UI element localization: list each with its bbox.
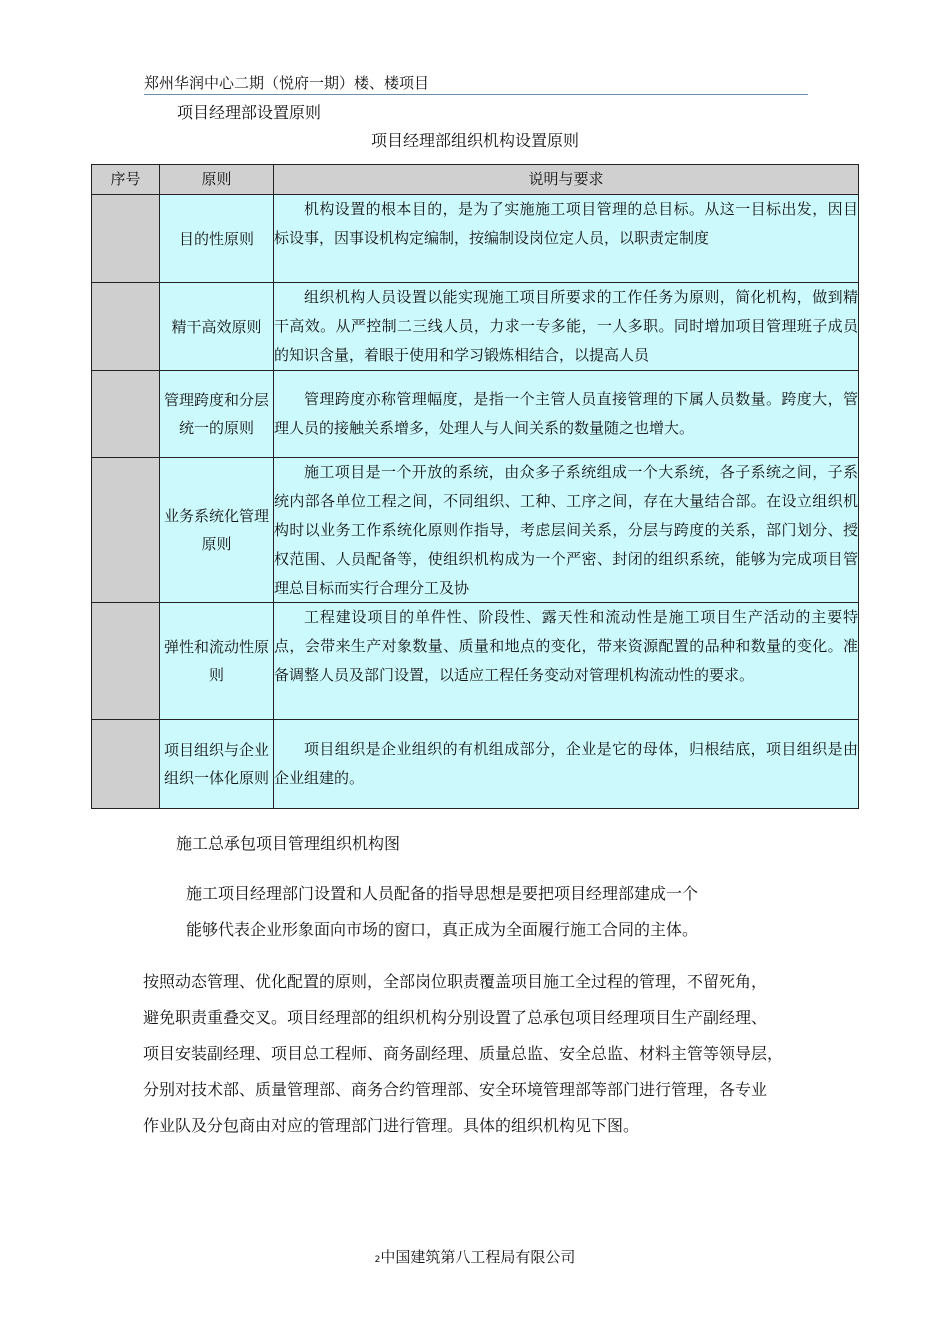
table-row [92,458,859,603]
row-desc-text: 项目组织是企业组织的有机组成部分，企业是它的母体，归根结底，项目组织是由企业组建的。 [274,740,858,787]
paragraph-line: 按照动态管理、优化配置的原则，全部岗位职责覆盖项目施工全过程的管理，不留死角， [143,972,768,991]
row-no [92,720,160,809]
row-desc [274,371,859,458]
row-principle: 项目组织与企业组织一体化原则 [160,720,274,809]
row-desc [274,283,859,371]
page-header [144,72,808,95]
row-principle: 管理跨度和分层统一的原则 [160,371,274,458]
row-no [92,283,160,371]
table-row [92,603,859,720]
row-desc [274,603,859,720]
row-no [92,458,160,603]
row-principle: 弹性和流动性原则 [160,603,274,720]
org-structure-paragraph [143,964,863,1144]
table-row [92,283,859,371]
table-header-row [92,165,859,195]
table-row [92,720,859,809]
row-principle: 业务系统化管理原则 [160,458,274,603]
header-no: 序号 [92,165,160,195]
row-principle: 精干高效原则 [160,283,274,371]
header-desc: 说明与要求 [274,165,859,195]
row-no [92,603,160,720]
table-caption: 项目经理部组织机构设置原则 [370,131,579,150]
row-principle: 目的性原则 [160,195,274,283]
row-no [92,371,160,458]
principles-table [91,164,859,809]
row-desc-text: 施工项目是一个开放的系统，由众多子系统组成一个大系统，各子系统之间，子系统内部各单位工程之间，不同组织、工种、工序之间，存在大量结合部。在设立组织机构时以业务工作系统化原则作指导，考虑层间关系，分层与跨度的关系，部门划分、授权范围、人员配备等，使组织机构成为一个严密、封闭的组织系统，能够为完成项目管理总目标而实行合理分工及协 [274,463,858,597]
row-desc [274,720,859,809]
paragraph-line: 能够代表企业形象面向市场的窗口，真正成为全面履行施工合同的主体。 [186,920,699,939]
header-project-title: 郑州华润中心二期（悦府一期）楼、楼项目 [144,74,430,92]
footer-company: 中国建筑第八工程局有限公司 [380,1248,576,1266]
paragraph-line: 避免职责重叠交叉。项目经理部的组织机构分别设置了总承包项目经理项目生产副经理、 [143,1008,768,1027]
row-desc-text: 工程建设项目的单件性、阶段性、露天性和流动性是施工项目生产活动的主要特点，会带来生产对象数量、质量和地点的变化，带来资源配置的品种和数量的变化。准备调整人员及部门设置，以适应工程任务变动对管理机构流动性的要求。 [274,608,858,684]
page-footer [0,1246,950,1271]
table-row [92,195,859,283]
row-desc-text: 组织机构人员设置以能实现施工项目所要求的工作任务为原则，简化机构，做到精干高效。从严控制二三线人员，力求一专多能，一人多职。同时增加项目管理班子成员的知识含量，着眼于使用和学习锻炼相结合，以提高人员 [274,288,858,364]
page-number: 2 [374,1255,381,1265]
guiding-paragraph [186,876,806,948]
row-desc-text: 管理跨度亦称管理幅度，是指一个主管人员直接管理的下属人员数量。跨度大，管理人员的接触关系增多，处理人与人间关系的数量随之也增大。 [274,390,858,437]
header-principle: 原则 [160,165,274,195]
row-desc [274,195,859,283]
section-title: 项目经理部设置原则 [177,103,322,122]
paragraph-line: 项目安装副经理、项目总工程师、商务副经理、质量总监、安全总监、材料主管等领导层， [143,1044,784,1063]
paragraph-line: 施工项目经理部门设置和人员配备的指导思想是要把项目经理部建成一个 [186,884,699,903]
paragraph-line: 分别对技术部、质量管理部、商务合约管理部、安全环境管理部等部门进行管理，各专业 [143,1080,768,1099]
row-desc-text: 机构设置的根本目的，是为了实施施工项目管理的总目标。从这一目标出发，因目标设事，因事设机构定编制，按编制设岗位定人员，以职责定制度 [274,200,858,247]
table-row [92,371,859,458]
paragraph-line: 作业队及分包商由对应的管理部门进行管理。具体的组织机构见下图。 [143,1116,640,1135]
row-no [92,195,160,283]
row-desc [274,458,859,603]
org-chart-title: 施工总承包项目管理组织机构图 [176,834,401,853]
